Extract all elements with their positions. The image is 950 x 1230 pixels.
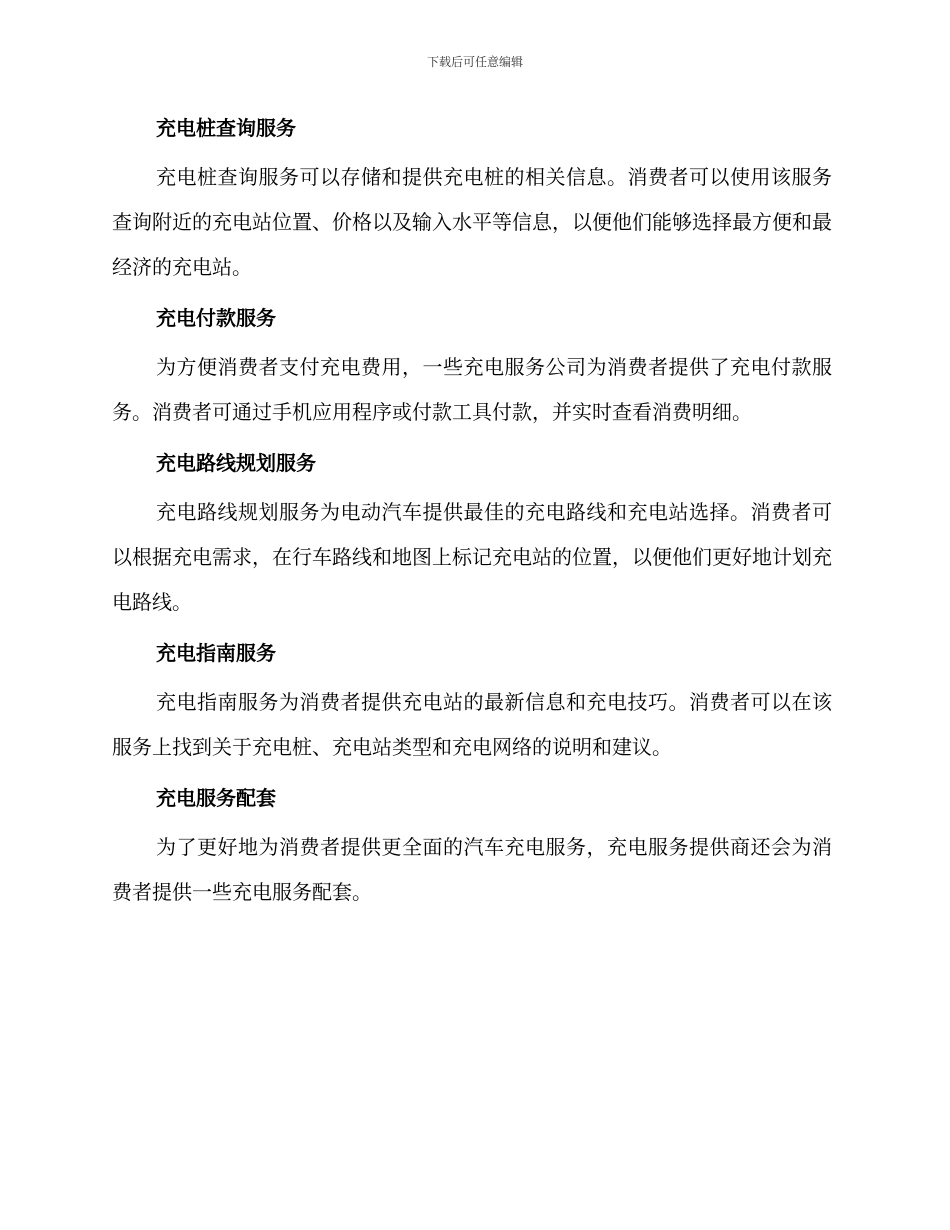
section-heading: 充电桩查询服务 bbox=[156, 116, 296, 140]
section-charging-pile-query bbox=[112, 110, 832, 290]
section-heading: 充电路线规划服务 bbox=[156, 451, 316, 475]
section-heading: 充电付款服务 bbox=[156, 306, 276, 330]
section-paragraph: 充电指南服务为消费者提供充电站的最新信息和充电技巧。消费者可以在该服务上找到关于充电桩、充电站类型和充电网络的说明和建议。 bbox=[112, 690, 832, 759]
section-charging-payment bbox=[112, 300, 832, 435]
document-body bbox=[112, 110, 832, 925]
section-paragraph: 充电路线规划服务为电动汽车提供最佳的充电路线和充电站选择。消费者可以根据充电需求，在行车路线和地图上标记充电站的位置，以便他们更好地计划充电路线。 bbox=[112, 500, 832, 614]
section-charging-guide bbox=[112, 635, 832, 770]
section-route-planning bbox=[112, 445, 832, 625]
section-paragraph: 为方便消费者支付充电费用，一些充电服务公司为消费者提供了充电付款服务。消费者可通过手机应用程序或付款工具付款，并实时查看消费明细。 bbox=[112, 355, 832, 424]
section-service-supporting bbox=[112, 780, 832, 915]
section-paragraph: 充电桩查询服务可以存储和提供充电桩的相关信息。消费者可以使用该服务查询附近的充电站位置、价格以及输入水平等信息，以便他们能够选择最方便和最经济的充电站。 bbox=[112, 165, 832, 279]
section-heading: 充电指南服务 bbox=[156, 641, 276, 665]
section-paragraph: 为了更好地为消费者提供更全面的汽车充电服务，充电服务提供商还会为消费者提供一些充电服务配套。 bbox=[112, 835, 832, 904]
section-heading: 充电服务配套 bbox=[156, 786, 276, 810]
page-header: 下载后可任意编辑 bbox=[426, 55, 523, 69]
